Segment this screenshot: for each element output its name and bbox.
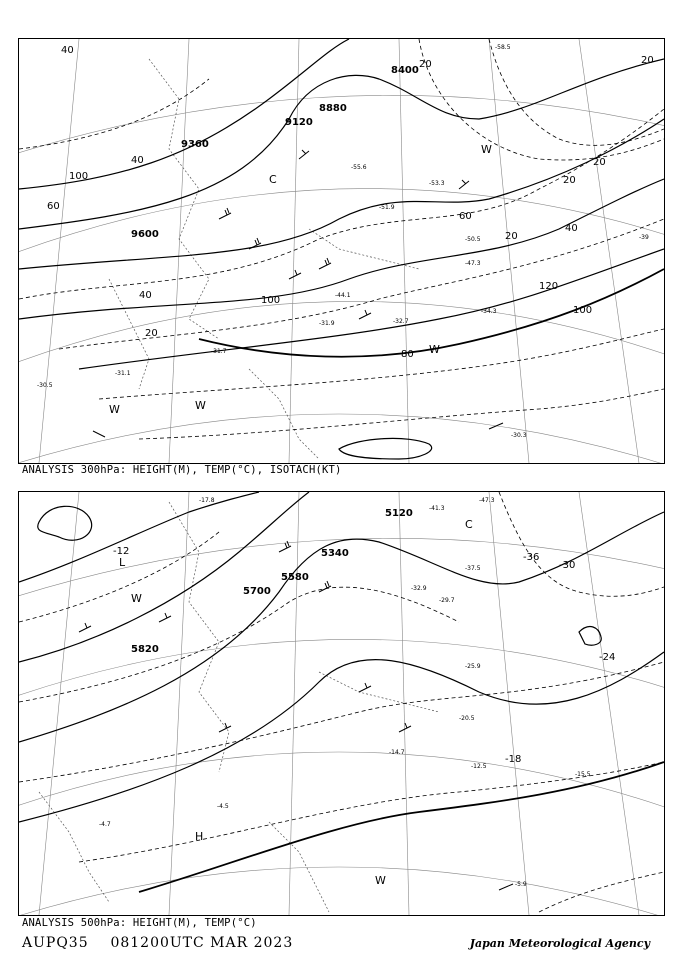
height-contours: [19, 39, 664, 459]
isotach-label: 100: [261, 295, 281, 306]
wind-barbs: [93, 150, 503, 437]
temp-label: -30.5: [37, 382, 53, 389]
station-temp: -32.9: [411, 585, 427, 592]
wind-barbs: [79, 541, 513, 890]
temp-label: -47.3: [465, 260, 481, 267]
height-label-5700: 5700: [243, 586, 271, 597]
height-label-8400: 8400: [391, 65, 419, 76]
isotach-label: 60: [459, 211, 472, 222]
isotach-label: 100: [573, 305, 593, 316]
height-label-5340: 5340: [321, 548, 349, 559]
station-temp: -15.5: [575, 771, 591, 778]
warm-center-marker: W: [131, 592, 142, 605]
isotach-label: 20: [145, 328, 158, 339]
station-temp: -5.9: [515, 881, 527, 888]
station-temp: -37.5: [465, 565, 481, 572]
temp-label: -24: [599, 652, 616, 663]
temp-label: -55.6: [351, 164, 367, 171]
isotach-label: 80: [401, 349, 414, 360]
station-temp: -17.8: [199, 497, 215, 504]
height-label-5820: 5820: [131, 644, 159, 655]
warm-center-marker: W: [429, 343, 440, 356]
coastline: [39, 502, 439, 912]
temp-label: -50.5: [465, 236, 481, 243]
temp-label: -12: [113, 546, 130, 557]
cold-center-marker: C: [465, 518, 473, 531]
isotach-label: 40: [139, 290, 152, 301]
temp-label: -39: [639, 234, 649, 241]
warm-center-marker: W: [195, 399, 206, 412]
map-500hpa-svg: [19, 492, 664, 915]
temp-label: -51.9: [379, 204, 395, 211]
map-panel-500hpa: [18, 491, 665, 916]
temp-label: -58.5: [495, 44, 511, 51]
warm-center-marker: W: [109, 403, 120, 416]
warm-center-marker: W: [481, 143, 492, 156]
temp-label: -18: [505, 754, 522, 765]
isotach-label: 20: [563, 175, 576, 186]
station-temp: -14.7: [389, 749, 405, 756]
caption-500hpa: ANALYSIS 500hPa: HEIGHT(M), TEMP(°C): [22, 917, 257, 929]
temp-label: -53.3: [429, 180, 445, 187]
temp-label: -31.1: [115, 370, 131, 377]
map-panel-300hpa: [18, 38, 665, 464]
isotach-label: 20: [641, 55, 654, 66]
coastline: [109, 59, 419, 459]
station-temp: -20.5: [459, 715, 475, 722]
isotach-label: 20: [419, 59, 432, 70]
temp-label: -30.3: [511, 432, 527, 439]
station-temp: -4.7: [99, 821, 111, 828]
temp-label: -31.9: [319, 320, 335, 327]
height-label-5580: 5580: [281, 572, 309, 583]
chart-identifier: [22, 935, 293, 951]
temp-label: -32.7: [393, 318, 409, 325]
station-temp: -41.3: [429, 505, 445, 512]
isotach-label: 40: [61, 45, 74, 56]
height-label-9600: 9600: [131, 229, 159, 240]
agency-credit: Japan Meteorological Agency: [469, 937, 650, 950]
station-temp: -25.9: [465, 663, 481, 670]
isotach-label: 40: [565, 223, 578, 234]
temp-label: -30: [559, 560, 576, 571]
height-label-9120: 9120: [285, 117, 313, 128]
height-label-8880: 8880: [319, 103, 347, 114]
temp-label: -34.3: [481, 308, 497, 315]
station-temp: -47.3: [479, 497, 495, 504]
isotach-label: 40: [131, 155, 144, 166]
station-temp: -12.5: [471, 763, 487, 770]
height-label-9360: 9360: [181, 139, 209, 150]
isotach-label: 100: [69, 171, 89, 182]
valid-time: 081200UTC MAR 2023: [110, 935, 294, 951]
map-300hpa-svg: [19, 39, 664, 463]
high-center-marker: H: [195, 830, 204, 843]
warm-center-marker: W: [375, 874, 386, 887]
isotach-label: 20: [505, 231, 518, 242]
cold-center-marker: C: [269, 173, 277, 186]
height-label-5120: 5120: [385, 508, 413, 519]
isotach-label: 60: [47, 201, 60, 212]
isotach-label: 120: [539, 281, 559, 292]
chart-code: AUPQ35: [22, 935, 89, 951]
temp-label: -36: [523, 552, 540, 563]
isotach-lines: [19, 39, 664, 439]
isotach-label: 20: [593, 157, 606, 168]
temp-label: -44.1: [335, 292, 351, 299]
station-temp: -4.5: [217, 803, 229, 810]
temp-label: -31.7: [211, 348, 227, 355]
low-center-marker: L: [119, 556, 126, 569]
caption-300hpa: ANALYSIS 300hPa: HEIGHT(M), TEMP(°C), ISOTACH(KT): [22, 464, 342, 476]
station-temp: -29.7: [439, 597, 455, 604]
